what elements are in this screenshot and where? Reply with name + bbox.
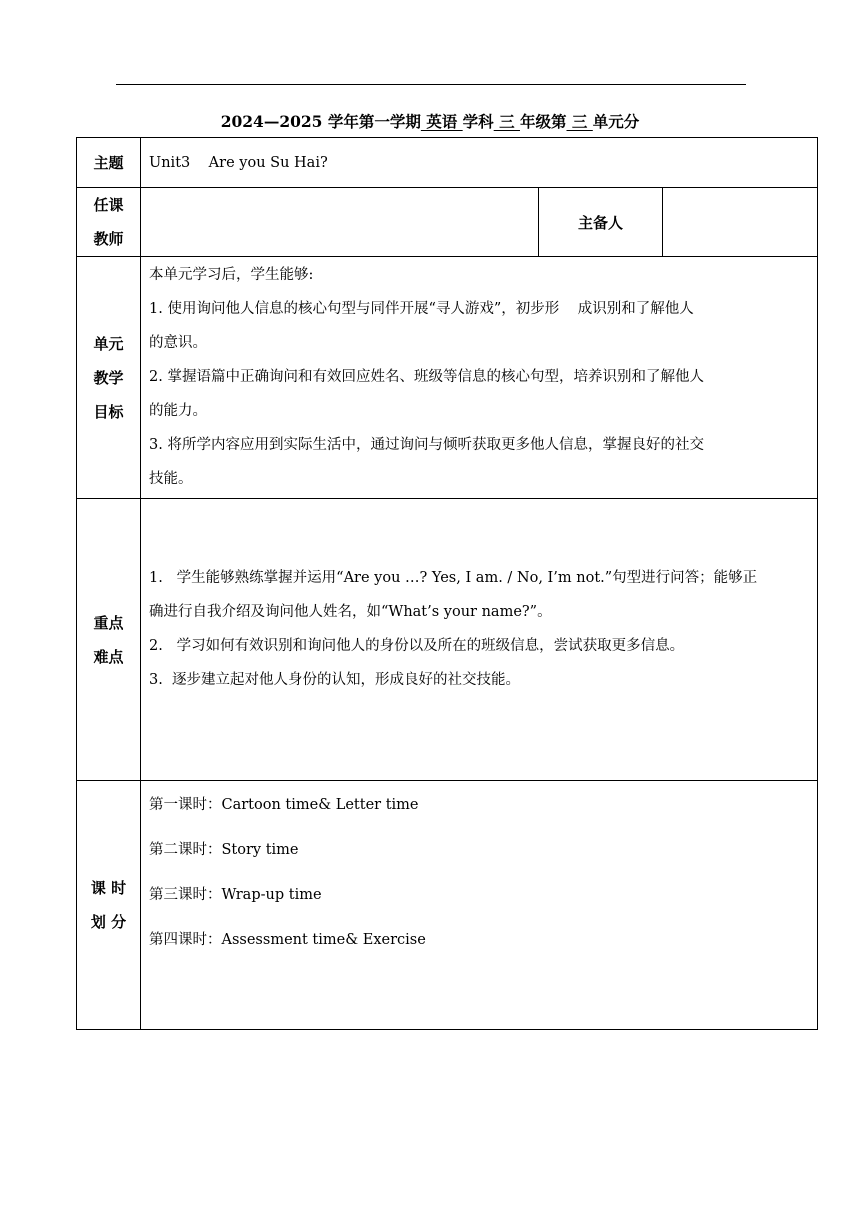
goals-label: 单元 教学 目标 [77, 257, 141, 499]
goals-content [141, 257, 818, 499]
keypoint-line: 1. 学生能够熟练掌握并运用“Are you …? Yes, I am. / No, I’m not.”句型进行问答；能够正 [149, 570, 758, 586]
lesson-line: 第四课时：Assessment time& Exercise [149, 932, 426, 948]
keypoints-label: 重点 难点 [77, 499, 141, 781]
goal-line: 技能。 [149, 471, 193, 487]
unit-number-field: 三 [566, 112, 593, 131]
unit-plan-table [76, 137, 818, 1030]
keypoints-content [141, 499, 818, 781]
teacher-value [141, 188, 539, 257]
preparer-label: 主备人 [539, 188, 663, 257]
goal-line: 2. 掌握语篇中正确询问和有效回应姓名、班级等信息的核心句型，培养识别和了解他人 [149, 369, 704, 385]
grade-field: 三 [493, 112, 520, 131]
unit-suffix: 单元分 [592, 112, 640, 131]
lessons-label: 课 时 划 分 [77, 781, 141, 1030]
subject-suffix: 学科 [462, 112, 494, 131]
theme-value [141, 138, 818, 188]
top-rule [116, 84, 746, 85]
goal-line: 的能力。 [149, 403, 207, 419]
teacher-row [77, 188, 818, 257]
keypoint-line: 2. 学习如何有效识别和询问他人的身份以及所在的班级信息，尝试获取更多信息。 [149, 638, 685, 654]
keypoint-line: 确进行自我介绍及询问他人姓名，如“What’s your name?”。 [149, 604, 552, 620]
goal-line: 3. 将所学内容应用到实际生活中，通过询问与倾听获取更多他人信息，掌握良好的社交 [149, 437, 704, 453]
theme-label: 主题 [77, 138, 141, 188]
goals-row [77, 257, 818, 499]
lesson-line: 第三课时：Wrap-up time [149, 887, 322, 903]
preparer-value [663, 188, 818, 257]
theme-row [77, 138, 818, 188]
document-title [0, 110, 860, 132]
keypoint-line: 3. 逐步建立起对他人身份的认知，形成良好的社交技能。 [149, 672, 521, 688]
teacher-label: 任课 教师 [77, 188, 141, 257]
theme-text: Unit3 Are you Su Hai? [149, 154, 328, 171]
goal-line: 本单元学习后，学生能够: [149, 267, 314, 283]
goal-line: 的意识。 [149, 335, 207, 351]
lessons-row [77, 781, 818, 1030]
goal-line: 1. 使用询问他人信息的核心句型与同伴开展“寻人游戏”，初步形 成识别和了解他人 [149, 301, 694, 317]
lessons-content [141, 781, 818, 1030]
grade-suffix: 年级第 [519, 112, 567, 131]
subject-field: 英语 [420, 112, 463, 131]
keypoints-row [77, 499, 818, 781]
title-prefix: 2024—2025 学年第一学期 [220, 112, 421, 131]
lesson-line: 第一课时：Cartoon time& Letter time [149, 797, 419, 813]
lesson-line: 第二课时：Story time [149, 842, 299, 858]
